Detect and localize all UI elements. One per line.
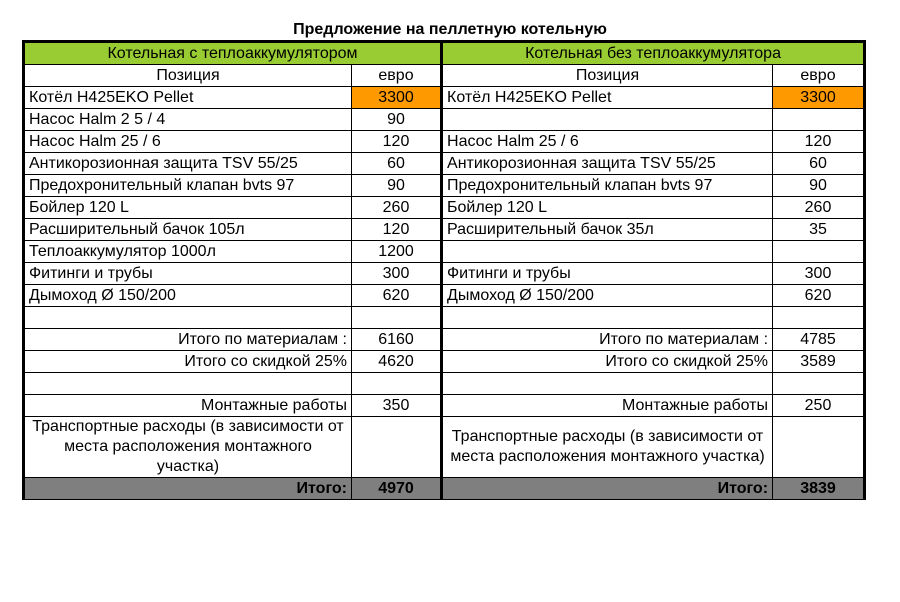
right-item-price: 60 [773,153,865,175]
transport-row [24,417,865,478]
left-item-name: Расширительный бачок 105л [24,219,352,241]
right-total-label: Итого: [442,478,773,500]
table-row [24,153,865,175]
right-section-heading: Котельная без теплоаккумулятора [442,42,865,65]
right-materials-value: 4785 [773,329,865,351]
left-item-price: 120 [352,219,442,241]
right-item-name: Насос Halm 25 / 6 [442,131,773,153]
left-install-label: Монтажные работы [24,395,352,417]
right-col-position: Позиция [442,65,773,87]
table-row [24,109,865,131]
left-item-price: 300 [352,263,442,285]
left-item-name: Котёл H425EKO Pellet [24,87,352,109]
left-section-heading: Котельная с теплоаккумулятором [24,42,442,65]
right-discount-value: 3589 [773,351,865,373]
document-title: Предложение на пеллетную котельную [293,21,607,38]
right-item-name: Расширительный бачок 35л [442,219,773,241]
right-item-name: Дымоход Ø 150/200 [442,285,773,307]
right-item-price: 300 [773,263,865,285]
left-discount-value: 4620 [352,351,442,373]
right-item-name: Фитинги и трубы [442,263,773,285]
left-item-name: Антикорозионная защита TSV 55/25 [24,153,352,175]
table-row [24,87,865,109]
right-col-euro: евро [773,65,865,87]
left-install-value: 350 [352,395,442,417]
empty-row [24,307,865,329]
left-transport-value [352,417,442,478]
right-item-name: Предохронительный клапан bvts 97 [442,175,773,197]
left-materials-label: Итого по материалам : [24,329,352,351]
left-total-label: Итого: [24,478,352,500]
table-row [24,219,865,241]
right-discount-label: Итого со скидкой 25% [442,351,773,373]
section-header-row [24,42,865,65]
left-discount-label: Итого со скидкой 25% [24,351,352,373]
right-item-name [442,241,773,263]
right-transport-label: Транспортные расходы (в зависимости от места расположения монтажного участка) [442,417,773,478]
right-item-price: 3300 [773,87,865,109]
discount-total-row [24,351,865,373]
right-item-price: 120 [773,131,865,153]
right-item-price: 90 [773,175,865,197]
left-item-name: Предохронительный клапан bvts 97 [24,175,352,197]
left-transport-label: Транспортные расходы (в зависимости от места расположения монтажного участка) [24,417,352,478]
table-row [24,131,865,153]
left-item-price: 620 [352,285,442,307]
right-item-name [442,109,773,131]
table-row [24,197,865,219]
installation-row [24,395,865,417]
left-materials-value: 6160 [352,329,442,351]
left-item-price: 90 [352,175,442,197]
right-install-label: Монтажные работы [442,395,773,417]
left-item-price: 90 [352,109,442,131]
left-item-name: Фитинги и трубы [24,263,352,285]
right-materials-label: Итого по материалам : [442,329,773,351]
left-item-name: Теплоаккумулятор 1000л [24,241,352,263]
right-item-price: 260 [773,197,865,219]
table-row [24,175,865,197]
left-item-name: Бойлер 120 L [24,197,352,219]
left-item-price: 120 [352,131,442,153]
left-total-value: 4970 [352,478,442,500]
right-item-name: Антикорозионная защита TSV 55/25 [442,153,773,175]
right-item-price [773,109,865,131]
right-item-price [773,241,865,263]
offer-table [22,40,866,500]
left-item-price: 260 [352,197,442,219]
left-col-euro: евро [352,65,442,87]
grand-total-row [24,478,865,500]
right-item-price: 620 [773,285,865,307]
right-install-value: 250 [773,395,865,417]
left-item-price: 60 [352,153,442,175]
table-row [24,263,865,285]
table-row [24,241,865,263]
left-item-price: 1200 [352,241,442,263]
empty-row [24,373,865,395]
right-total-value: 3839 [773,478,865,500]
left-item-name: Насос Halm 2 5 / 4 [24,109,352,131]
left-item-name: Насос Halm 25 / 6 [24,131,352,153]
materials-total-row [24,329,865,351]
right-item-price: 35 [773,219,865,241]
right-item-name: Котёл H425EKO Pellet [442,87,773,109]
table-row [24,285,865,307]
right-transport-value [773,417,865,478]
right-item-name: Бойлер 120 L [442,197,773,219]
left-col-position: Позиция [24,65,352,87]
left-item-price: 3300 [352,87,442,109]
column-header-row [24,65,865,87]
left-item-name: Дымоход Ø 150/200 [24,285,352,307]
